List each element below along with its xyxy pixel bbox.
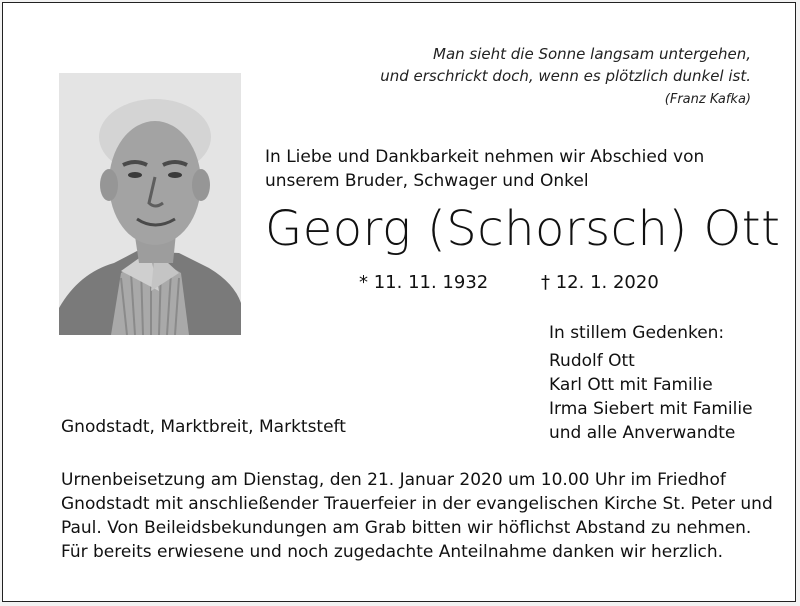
- deceased-name: Georg (Schorsch) Ott: [265, 201, 781, 257]
- mourners-heading: In stillem Gedenken:: [549, 323, 725, 343]
- portrait-photo-graphic: [59, 73, 241, 335]
- quote-author: (Franz Kafka): [664, 92, 751, 107]
- details-line: Paul. Von Beileidsbekundungen am Grab bitten wir höflichst Abstand zu nehmen.: [61, 518, 752, 538]
- details-line: Für bereits erwiesene und noch zugedachte Anteilnahme danken wir herzlich.: [61, 542, 724, 562]
- obituary-notice: [2, 2, 796, 602]
- portrait-photo: [59, 73, 241, 335]
- mourner-name: Rudolf Ott: [549, 351, 635, 371]
- intro-line: In Liebe und Dankbarkeit nehmen wir Abschied von: [265, 147, 705, 167]
- details-line: Gnodstadt mit anschließender Trauerfeier in der evangelischen Kirche St. Peter und: [61, 494, 773, 514]
- quote-line: Man sieht die Sonne langsam untergehen,: [433, 45, 751, 63]
- quote-line: und erschrickt doch, wenn es plötzlich dunkel ist.: [380, 67, 751, 85]
- funeral-details: [61, 468, 773, 564]
- mourner-name: und alle Anverwandte: [549, 423, 736, 443]
- birth-date: * 11. 11. 1932: [359, 272, 489, 293]
- death-date: † 12. 1. 2020: [541, 272, 659, 293]
- details-line: Urnenbeisetzung am Dienstag, den 21. Januar 2020 um 10.00 Uhr im Friedhof: [61, 470, 726, 490]
- mourner-name: Karl Ott mit Familie: [549, 375, 713, 395]
- mourners-list: [549, 321, 753, 445]
- intro-line: unserem Bruder, Schwager und Onkel: [265, 171, 589, 191]
- kafka-quote: [380, 43, 751, 111]
- places-line: Gnodstadt, Marktbreit, Marktsteft: [61, 417, 346, 437]
- mourner-name: Irma Siebert mit Familie: [549, 399, 753, 419]
- farewell-intro: [265, 145, 704, 193]
